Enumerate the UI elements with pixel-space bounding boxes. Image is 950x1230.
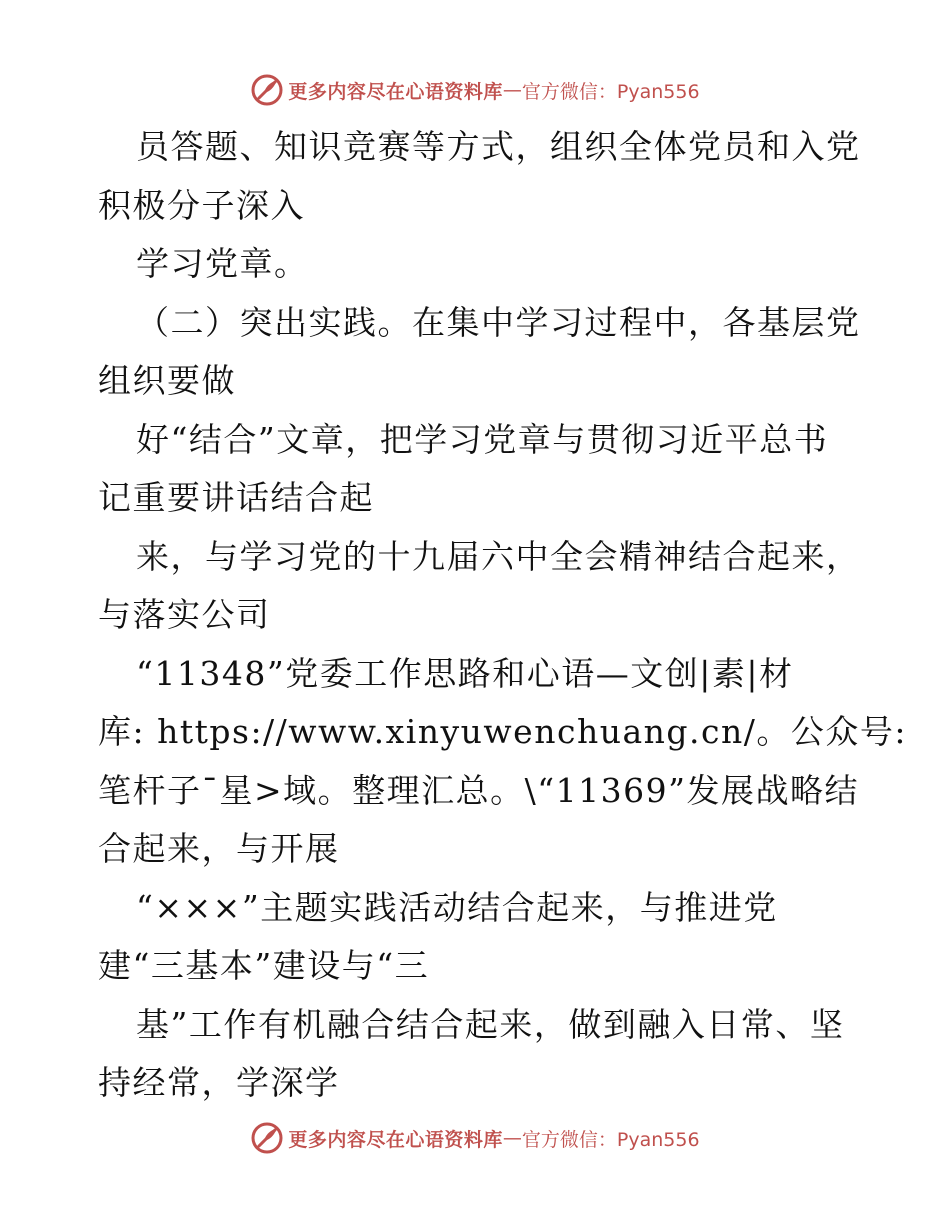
text-line: 笔杆子¯星>域。整理汇总。\“11369”发展战略结 (98, 770, 859, 810)
text-line: “×××”主题实践活动结合起来，与推进党 (136, 887, 778, 927)
feather-logo-icon (250, 1121, 284, 1155)
header-watermark (0, 70, 950, 110)
text-line: 好“结合”文章，把学习党章与贯彻习近平总书 (136, 419, 829, 459)
text-line: 员答题、知识竞赛等方式，组织全体党员和入党 (136, 127, 861, 166)
text-line: 记重要讲话结合起 (98, 478, 374, 517)
header-brand: 更多内容尽在心语资料库 (288, 80, 503, 103)
text-line: 来，与学习党的十九届六中全会精神结合起来， (136, 536, 861, 576)
header-dash: — (502, 79, 522, 101)
text-line: 组织要做 (98, 361, 236, 400)
document-body (98, 118, 907, 1113)
footer-dash: — (502, 1127, 522, 1149)
footer-watermark (0, 1118, 950, 1158)
feather-logo-icon (250, 73, 284, 107)
text-line: 积极分子深入 (98, 185, 305, 225)
text-line: （二）突出实践。在集中学习过程中，各基层党 (136, 302, 861, 342)
text-line: 与落实公司 (98, 595, 271, 634)
text-line: 库: https://www.xinyuwenchuang.cn/。公众号: (98, 712, 907, 751)
text-line: 学习党章。 (136, 244, 309, 283)
text-line: 合起来，与开展 (98, 829, 340, 868)
footer-brand: 更多内容尽在心语资料库 (288, 1128, 503, 1151)
text-line: “11348”党委工作思路和心语—文创|素|材 (136, 653, 794, 693)
text-line: 持经常，学深学 (98, 1063, 340, 1102)
footer-wechat: 官方微信：Pyan556 (521, 1128, 700, 1151)
header-wechat: 官方微信：Pyan556 (521, 80, 700, 103)
text-line: 建“三基本”建设与“三 (98, 946, 430, 985)
text-line: 基”工作有机融合结合起来，做到融入日常、坚 (136, 1004, 845, 1044)
